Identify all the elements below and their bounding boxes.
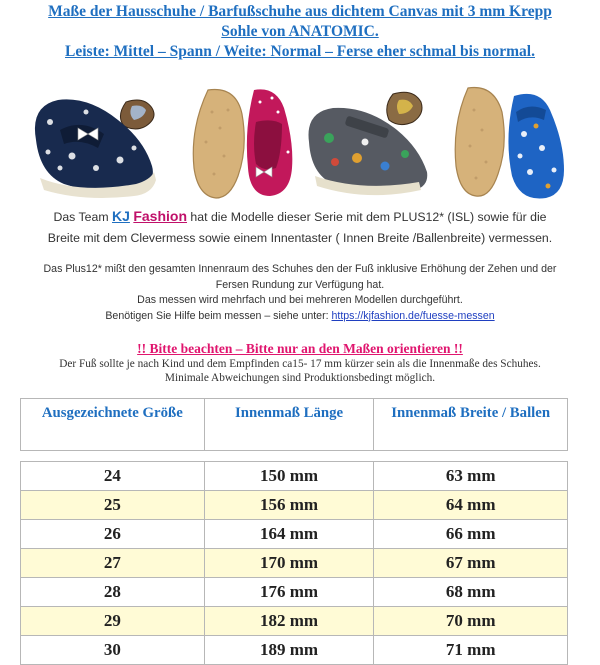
intro-prefix: Das Team bbox=[53, 210, 113, 224]
pink-slipper-photo bbox=[168, 82, 308, 202]
cell-size: 26 bbox=[21, 520, 205, 549]
header-size: Ausgezeichnete Größe bbox=[21, 399, 205, 451]
info-help-text: Benötigen Sie Hilfe beim messen – siehe unter: bbox=[105, 309, 332, 322]
cell-size: 28 bbox=[21, 578, 205, 607]
warning-text bbox=[0, 357, 600, 385]
table-spacer bbox=[21, 451, 568, 462]
intro-line-1 bbox=[0, 206, 600, 228]
size-table bbox=[20, 398, 568, 665]
cell-length: 170 mm bbox=[204, 549, 374, 578]
cell-length: 176 mm bbox=[204, 578, 374, 607]
cell-length: 150 mm bbox=[204, 462, 374, 491]
cell-size: 29 bbox=[21, 607, 205, 636]
cell-width: 64 mm bbox=[374, 491, 568, 520]
heading-line-1: Maße der Hausschuhe / Barfußschuhe aus dichtem Canvas mit 3 mm Krepp bbox=[48, 3, 552, 20]
cell-width: 68 mm bbox=[374, 578, 568, 607]
cell-width: 63 mm bbox=[374, 462, 568, 491]
cell-width: 66 mm bbox=[374, 520, 568, 549]
table-row bbox=[21, 462, 568, 491]
warning-line-2: Minimale Abweichungen sind Produktionsbedingt möglich. bbox=[164, 372, 436, 384]
heading-line-3: Leiste: Mittel – Spann / Weite: Normal – Ferse eher schmal bis normal. bbox=[65, 43, 535, 60]
intro-suffix: hat die Modelle dieser Serie mit dem PLUS12* (ISL) sowie für die bbox=[187, 210, 547, 224]
page-heading bbox=[0, 0, 600, 62]
brand-fashion-link[interactable]: Fashion bbox=[133, 208, 188, 224]
info-line-1: Das Plus12* mißt den gesamten Innenraum des Schuhes den der Fuß inklusive Erhöhung der Zehen und der bbox=[43, 263, 557, 275]
heading-line-2: Sohle von ANATOMIC. bbox=[221, 23, 379, 40]
intro-line-2: Breite mit dem Clevermess sowie einem Innentaster ( Innen Breite /Ballenbreite) vermessen. bbox=[47, 231, 553, 245]
measurement-info bbox=[0, 262, 600, 324]
cell-length: 182 mm bbox=[204, 607, 374, 636]
cell-length: 189 mm bbox=[204, 636, 374, 665]
cell-width: 71 mm bbox=[374, 636, 568, 665]
cell-length: 164 mm bbox=[204, 520, 374, 549]
cell-size: 24 bbox=[21, 462, 205, 491]
cell-size: 25 bbox=[21, 491, 205, 520]
table-row bbox=[21, 491, 568, 520]
warning-title: !! Bitte beachten – Bitte nur an den Maßen orientieren !! bbox=[137, 341, 463, 356]
cell-size: 27 bbox=[21, 549, 205, 578]
cell-width: 70 mm bbox=[374, 607, 568, 636]
warning-line-1: Der Fuß sollte je nach Kind und dem Empfinden ca15- 17 mm kürzer sein als die Innenmaße des Schuhes. bbox=[59, 358, 541, 370]
grey-dinosaur-slipper-photo bbox=[305, 82, 445, 202]
cell-size: 30 bbox=[21, 636, 205, 665]
info-line-4 bbox=[0, 309, 600, 325]
blue-patterned-slipper-photo bbox=[450, 82, 575, 202]
table-header-row bbox=[21, 399, 568, 451]
intro-paragraph bbox=[0, 206, 600, 249]
cell-width: 67 mm bbox=[374, 549, 568, 578]
info-line-3: Das messen wird mehrfach und bei mehreren Modellen durchgeführt. bbox=[137, 294, 463, 306]
header-width: Innenmaß Breite / Ballen bbox=[374, 399, 568, 451]
table-row bbox=[21, 549, 568, 578]
table-row bbox=[21, 520, 568, 549]
info-line-2: Fersen Rundung zur Verfügung hat. bbox=[215, 278, 385, 291]
table-row bbox=[21, 636, 568, 665]
navy-floral-slipper-photo bbox=[30, 82, 165, 202]
table-row bbox=[21, 578, 568, 607]
brand-kj-link[interactable]: KJ bbox=[112, 208, 130, 224]
header-length: Innenmaß Länge bbox=[204, 399, 374, 451]
table-row bbox=[21, 607, 568, 636]
product-photos bbox=[0, 82, 600, 202]
measure-help-link[interactable]: https://kjfashion.de/fuesse-messen bbox=[331, 309, 495, 322]
cell-length: 156 mm bbox=[204, 491, 374, 520]
